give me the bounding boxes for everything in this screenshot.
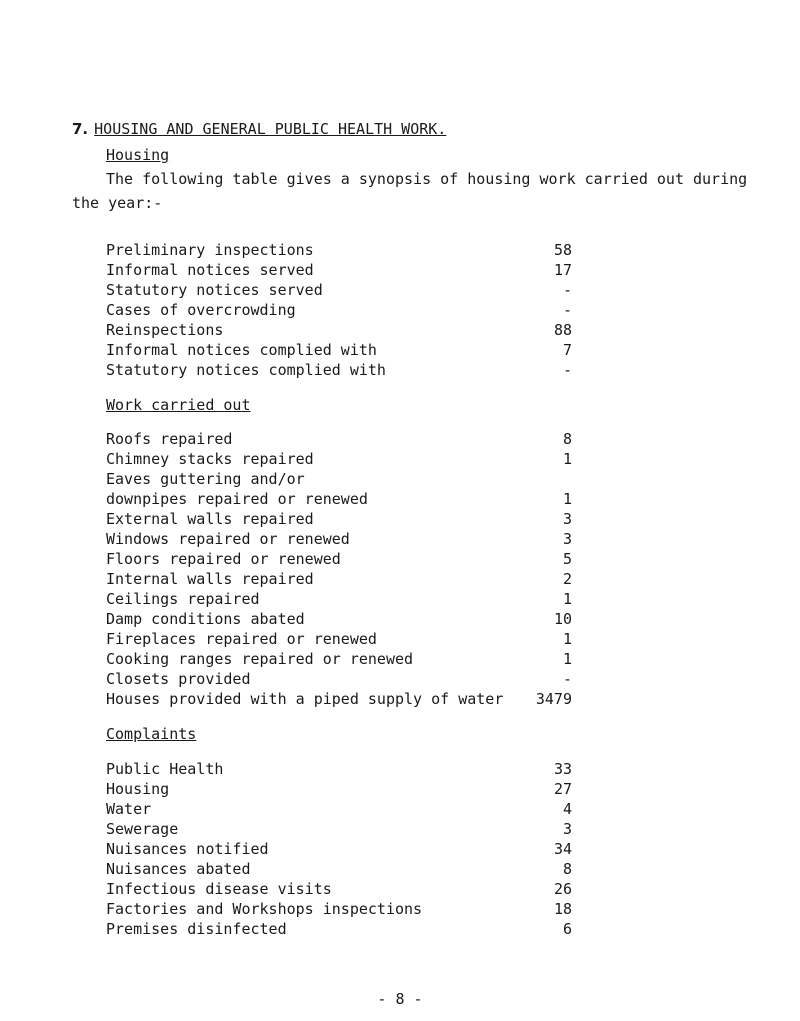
item-value: 33 [553, 760, 572, 778]
item-value: 2 [562, 570, 572, 588]
item-value: 7 [562, 341, 572, 359]
list-item [106, 590, 572, 610]
item-value: 6 [562, 920, 572, 938]
intro-line-2: the year:- [72, 194, 163, 212]
item-label: Windows repaired or renewed [106, 530, 350, 548]
list-item [106, 361, 572, 381]
list-item [106, 241, 572, 261]
list-item [106, 820, 572, 840]
item-label: Premises disinfected [106, 920, 287, 938]
item-label: Roofs repaired [106, 430, 233, 448]
item-value: 3 [562, 820, 572, 838]
item-value: 18 [553, 900, 572, 918]
list-item [106, 800, 572, 820]
list-item [106, 760, 572, 780]
item-value: 1 [562, 650, 572, 668]
item-label: Factories and Workshops inspections [106, 900, 423, 918]
item-label: Cases of overcrowding [106, 301, 296, 319]
list-item [106, 610, 572, 630]
work-heading: Work carried out [106, 396, 251, 414]
page-number: - 8 - [377, 990, 423, 1008]
intro-line-1: The following table gives a synopsis of housing work carried out during [106, 170, 748, 188]
item-label: Closets provided [106, 670, 251, 688]
item-value: 10 [553, 610, 572, 628]
item-value: 1 [562, 630, 572, 648]
item-label: Informal notices complied with [106, 341, 377, 359]
list-item [106, 510, 572, 530]
item-label: Internal walls repaired [106, 570, 314, 588]
item-value: 8 [562, 430, 572, 448]
list-item [106, 281, 572, 301]
list-item [106, 550, 572, 570]
item-value: 1 [562, 490, 572, 508]
item-label: Fireplaces repaired or renewed [106, 630, 377, 648]
list-item [106, 920, 572, 940]
list-item [106, 530, 572, 550]
list-item [106, 301, 572, 321]
item-label: External walls repaired [106, 510, 314, 528]
list-item [106, 261, 572, 281]
item-value: 4 [562, 800, 572, 818]
item-value: 1 [562, 590, 572, 608]
list-item [106, 470, 572, 490]
item-value: 3 [562, 510, 572, 528]
list-item [106, 880, 572, 900]
list-item [106, 341, 572, 361]
item-label: Cooking ranges repaired or renewed [106, 650, 414, 668]
item-value: 34 [553, 840, 572, 858]
section-heading [72, 120, 446, 138]
item-label: Nuisances abated [106, 860, 251, 878]
list-item [106, 490, 572, 510]
item-label: Floors repaired or renewed [106, 550, 341, 568]
list-item [106, 450, 572, 470]
complaints-heading: Complaints [106, 725, 197, 743]
item-value: - [562, 281, 572, 299]
list-item [106, 840, 572, 860]
item-label: Water [106, 800, 152, 818]
list-item [106, 670, 572, 690]
item-label: Statutory notices served [106, 281, 323, 299]
section-title: HOUSING AND GENERAL PUBLIC HEALTH WORK. [94, 120, 447, 138]
item-value: - [562, 670, 572, 688]
item-label: Damp conditions abated [106, 610, 305, 628]
list-item [106, 570, 572, 590]
item-value: - [562, 361, 572, 379]
item-label: Chimney stacks repaired [106, 450, 314, 468]
list-item [106, 780, 572, 800]
item-value: 88 [553, 321, 572, 339]
item-value: 1 [562, 450, 572, 468]
item-label: Ceilings repaired [106, 590, 260, 608]
list-item [106, 650, 572, 670]
item-label: Public Health [106, 760, 224, 778]
item-label: Housing [106, 780, 170, 798]
item-value: 5 [562, 550, 572, 568]
item-value: 17 [553, 261, 572, 279]
item-label: Nuisances notified [106, 840, 269, 858]
list-item [106, 690, 572, 710]
item-value: - [562, 301, 572, 319]
list-item [106, 430, 572, 450]
list-item [106, 321, 572, 341]
list-item [106, 900, 572, 920]
item-label: Infectious disease visits [106, 880, 332, 898]
item-label: Statutory notices complied with [106, 361, 386, 379]
item-label: downpipes repaired or renewed [106, 490, 368, 508]
housing-heading: Housing [106, 146, 170, 164]
item-value: 8 [562, 860, 572, 878]
item-label: Informal notices served [106, 261, 314, 279]
item-label: Reinspections [106, 321, 224, 339]
item-value: 58 [553, 241, 572, 259]
item-value: 27 [553, 780, 572, 798]
item-label: Preliminary inspections [106, 241, 314, 259]
section-number: 7. [72, 120, 89, 138]
item-value: 3479 [535, 690, 572, 708]
item-value: 3 [562, 530, 572, 548]
item-label: Sewerage [106, 820, 179, 838]
item-value: 26 [553, 880, 572, 898]
list-item [106, 630, 572, 650]
item-label: Eaves guttering and/or [106, 470, 305, 488]
item-label: Houses provided with a piped supply of water [106, 690, 504, 708]
list-item [106, 860, 572, 880]
